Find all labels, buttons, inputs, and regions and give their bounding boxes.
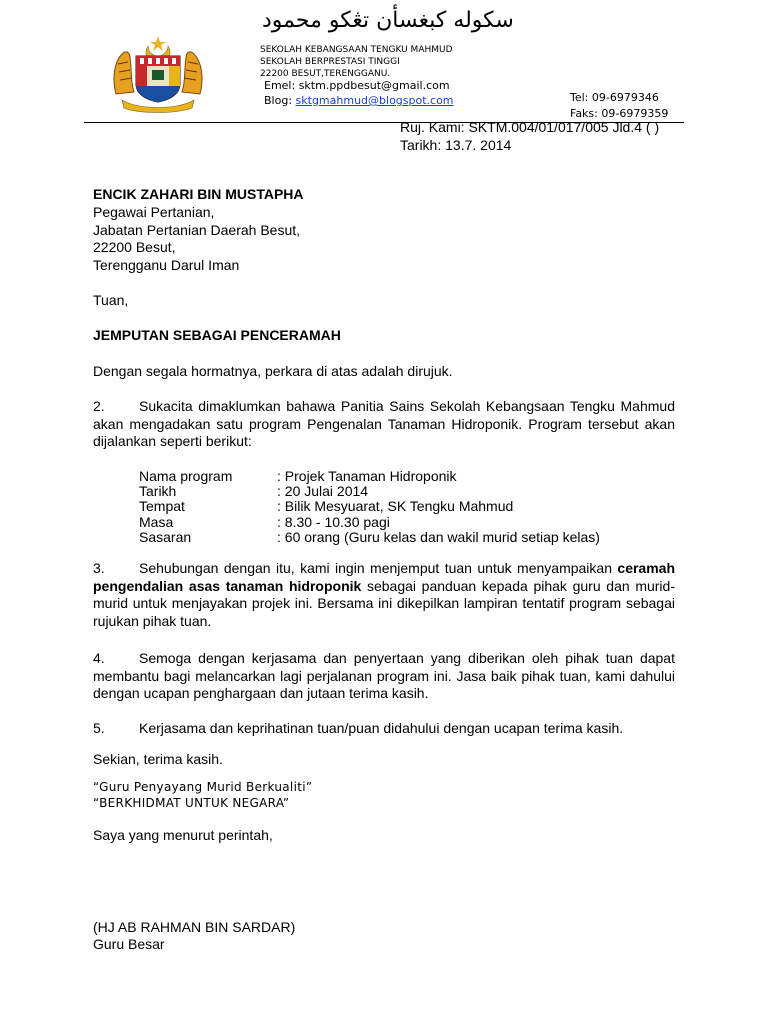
signatory-name: (HJ AB RAHMAN BIN SARDAR) [93,919,296,935]
program-row [139,530,600,546]
program-label: Tarikh [139,483,177,499]
paragraph-5-number: 5. [93,720,105,736]
school-address [260,44,453,80]
paragraph-4-text: Semoga dengan kerjasama dan penyertaan yang diberikan oleh pihak tuan dapat membantu bagi melancarkan lagi perjalanan program ini. Jasa baik pihak tuan, kami dahului dengan ucapan penghargaan dan jutaan terima kasih. [93,650,675,701]
program-label: Nama program [139,468,233,484]
paragraph-3 [93,560,675,630]
program-value: : 8.30 - 10.30 pagi [277,514,390,530]
paragraph-3-bold-text: ceramah pengendalian asas tanaman hidroponik [93,560,675,594]
program-label: Tempat [139,498,185,514]
paragraph-2-text: Sukacita dimaklumkan bahawa Panitia Sains Sekolah Kebangsaan Tengku Mahmud akan mengadakan satu program Pengenalan Tanaman Hidroponik. Program tersebut akan dijalankan seperti berikut: [93,398,675,449]
motto-line-1: “Guru Penyayang Murid Berkualiti” [93,780,313,794]
fax-number: Faks: 09-6979359 [570,107,669,120]
recipient-name: ENCIK ZAHARI BIN MUSTAPHA [93,186,304,202]
school-name-jawi: سكوله كبغسأن تڠكو محمود [262,8,514,33]
paragraph-2 [93,398,675,451]
school-postcode-line: 22200 BESUT,TERENGGANU. [260,69,391,79]
letter-subject: JEMPUTAN SEBAGAI PENCERAMAH [93,327,341,343]
program-label: Sasaran [139,529,192,545]
paragraph-4 [93,650,675,703]
email-address: sktm.ppdbesut@gmail.com [298,79,450,92]
program-label: Masa [139,514,174,530]
paragraph-5-text: Kerjasama dan keprihatinan tuan/puan didahului dengan ucapan terima kasih. [139,720,624,736]
school-name-line: SEKOLAH KEBANGSAAN TENGKU MAHMUD [260,45,453,55]
school-status-line: SEKOLAH BERPRESTASI TINGGI [260,57,400,67]
program-value: : Bilik Mesyuarat, SK Tengku Mahmud [277,498,514,514]
recipient-state: Terengganu Darul Iman [93,257,240,273]
paragraph-3-text-a: Sehubungan dengan itu, kami ingin menjemput tuan untuk menyampaikan [139,560,618,576]
yours-faithfully: Saya yang menurut perintah, [93,827,273,843]
email-label: Emel: [264,79,296,92]
motto-line-2: “BERKHIDMAT UNTUK NEGARA” [93,796,290,810]
program-row [139,499,513,515]
blog-link[interactable]: sktgmahmud@blogspot.com [295,94,454,107]
salutation: Tuan, [93,292,129,308]
paragraph-3-text-b: sebagai panduan kepada pihak guru dan murid-murid untuk menjayakan projek ini. Bersama ini dikepilkan lampiran tentatif program sebagai rujukan pihak tuan. [93,577,675,629]
program-value: : 20 Julai 2014 [277,483,369,499]
signatory-position: Guru Besar [93,936,165,952]
paragraph-2-number: 2. [93,398,105,414]
recipient-title: Pegawai Pertanian, [93,204,215,220]
letter-date: Tarikh: 13.7. 2014 [400,137,512,153]
paragraph-3-number: 3. [93,560,105,576]
recipient-department: Jabatan Pertanian Daerah Besut, [93,222,301,238]
program-value: : Projek Tanaman Hidroponik [277,468,457,484]
blog-line [264,94,454,107]
paragraph-4-number: 4. [93,650,105,666]
email-line [264,79,450,92]
telephone-number: Tel: 09-6979346 [570,91,659,104]
program-value: : 60 orang (Guru kelas dan wakil murid setiap kelas) [277,529,600,545]
reference-number: Ruj. Kami: SKTM.004/01/017/005 Jld.4 ( ) [400,119,660,135]
closing-line: Sekian, terima kasih. [93,751,223,767]
malaysia-coat-of-arms-logo [108,34,208,114]
recipient-postcode: 22200 Besut, [93,239,176,255]
paragraph-5 [93,720,675,738]
blog-label: Blog: [264,94,293,107]
opening-line: Dengan segala hormatnya, perkara di atas adalah dirujuk. [93,363,453,379]
